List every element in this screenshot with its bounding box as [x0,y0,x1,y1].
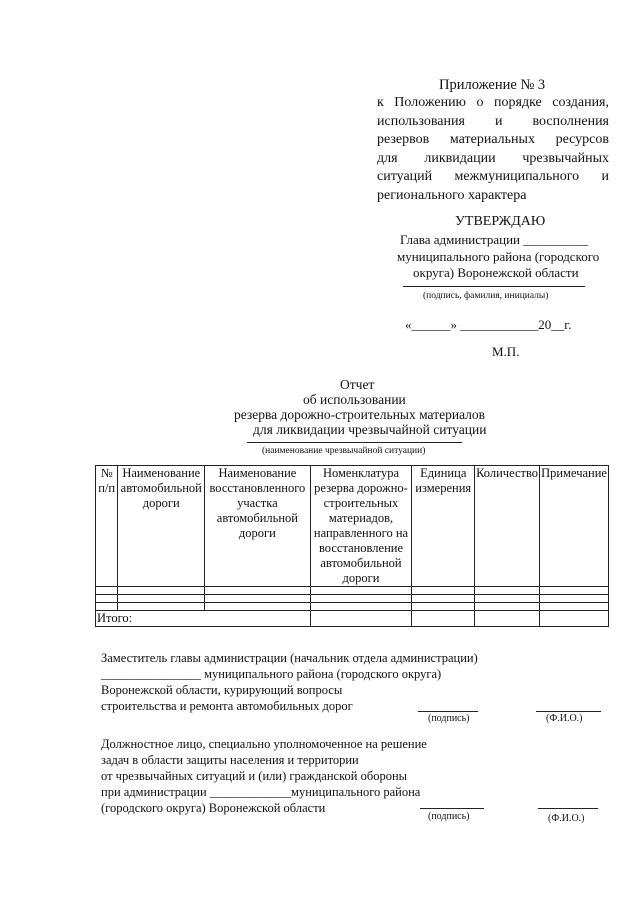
appendix-line: для ликвидации чрезвычайных [377,150,609,166]
table-cell[interactable] [205,595,310,603]
report-subtitle-3: для ликвидации чрезвычайной ситуации [253,422,487,437]
signature-underline [538,808,598,809]
table-cell[interactable] [310,611,412,627]
signature-underline [420,808,484,809]
approval-date-line: «______» ____________20__г. [405,317,572,332]
table-cell[interactable] [412,587,475,595]
official-sign-caption: (подпись) [428,811,470,822]
approval-line-3: округа) Воронежской области [413,265,579,280]
appendix-line: использования и восполнения [377,113,609,129]
deputy-line: строительства и ремонта автомобильных дорог [101,699,353,713]
table-cell[interactable] [475,611,540,627]
table-cell[interactable] [475,587,540,595]
table-cell[interactable] [96,603,118,611]
deputy-position [101,650,478,714]
table-cell[interactable] [540,603,609,611]
approval-line-2: муниципального района (городского [397,249,600,264]
table-cell[interactable] [96,595,118,603]
table-cell[interactable] [310,603,412,611]
approval-signature-line [403,286,585,287]
approval-heading: УТВЕРЖДАЮ [455,214,546,229]
table-cell[interactable] [412,611,475,627]
table-cell[interactable] [118,603,205,611]
header-unit: Единица измерения [412,466,475,587]
table-cell[interactable] [540,595,609,603]
deputy-sign-caption: (подпись) [428,713,470,724]
table-cell[interactable] [540,587,609,595]
appendix-line: к Положению о порядке создания, [377,95,609,110]
signature-underline [403,286,585,287]
table-row [96,595,609,603]
district-blank: ________________ [101,667,201,681]
official-line-text: при администрации [101,785,210,799]
header-number: № п/п [96,466,118,587]
table-cell[interactable] [96,587,118,595]
approval-signature-caption: (подпись, фамилия, инициалы) [423,291,549,301]
approval-head-text: Глава администрации [400,232,521,247]
signature-underline [536,711,601,712]
report-table [95,465,609,627]
official-name-caption: (Ф.И.О.) [548,813,585,824]
approval-head-line [400,232,588,248]
official-line: Должностное лицо, специально уполномоченное на решение [101,737,427,751]
appendix-line: резервов материальных ресурсов [377,132,609,148]
header-note: Примечание [540,466,609,587]
table-cell[interactable] [205,587,310,595]
table-row [96,603,609,611]
stamp-place: М.П. [492,344,520,359]
official-line [101,784,427,800]
deputy-name-caption: (Ф.И.О.) [546,713,583,724]
official-line: от чрезвычайных ситуаций и (или) гражданской обороны [101,769,408,783]
header-road-name: Наименование автомобильной дороги [118,466,205,587]
deputy-line: Заместитель главы администрации (начальник отдела администрации) [101,651,478,665]
table-cell[interactable] [310,595,412,603]
administration-blank: _____________ [209,785,292,799]
deputy-line: Воронежской области, курирующий вопросы [101,683,343,697]
header-restored-section: Наименование восстановленного участка автомобильной дороги [205,466,310,587]
official-line: (городского округа) Воронежской области [101,801,326,815]
official-line-tail: муниципального района [291,785,421,799]
signature-underline [418,711,478,712]
emergency-caption: (наименование чрезвычайной ситуации) [262,446,426,456]
deputy-sign-field[interactable] [418,711,478,712]
table-total-row [96,611,609,627]
official-name-field[interactable] [538,808,598,809]
table-cell[interactable] [205,603,310,611]
appendix-title: Приложение № 3 [439,77,546,93]
table-header-row [96,466,609,587]
official-sign-field[interactable] [420,808,484,809]
header-quantity: Количество [475,466,540,587]
emergency-name-line [247,442,462,443]
official-line: задач в области защиты населения и территории [101,753,359,767]
table-cell[interactable] [412,595,475,603]
table-cell[interactable] [475,595,540,603]
table-cell[interactable] [118,587,205,595]
emergency-underline [247,442,462,443]
header-materials: Номенклатура резерва дорожно-строительных материадов, направленного на восстановление автомобильной дороги [310,466,412,587]
appendix-line: регионального характера [377,187,527,203]
official-position [101,736,427,816]
appendix-line: ситуаций межмуниципального и [377,169,609,185]
approval-head-blank: __________ [523,232,589,247]
table-cell[interactable] [475,603,540,611]
deputy-line-text: муниципального района (городского округа) [201,667,442,681]
table-cell[interactable] [540,611,609,627]
report-title: Отчет [340,377,375,392]
table-cell[interactable] [412,603,475,611]
table-cell[interactable] [310,587,412,595]
deputy-line [101,666,478,682]
report-subtitle-1: об использовании [303,392,406,407]
appendix-reference [377,94,609,206]
report-subtitle-2: резерва дорожно-строительных материалов [234,407,486,422]
total-label: Итого: [96,611,311,627]
deputy-name-field[interactable] [536,711,601,712]
table-row [96,587,609,595]
table-cell[interactable] [118,595,205,603]
